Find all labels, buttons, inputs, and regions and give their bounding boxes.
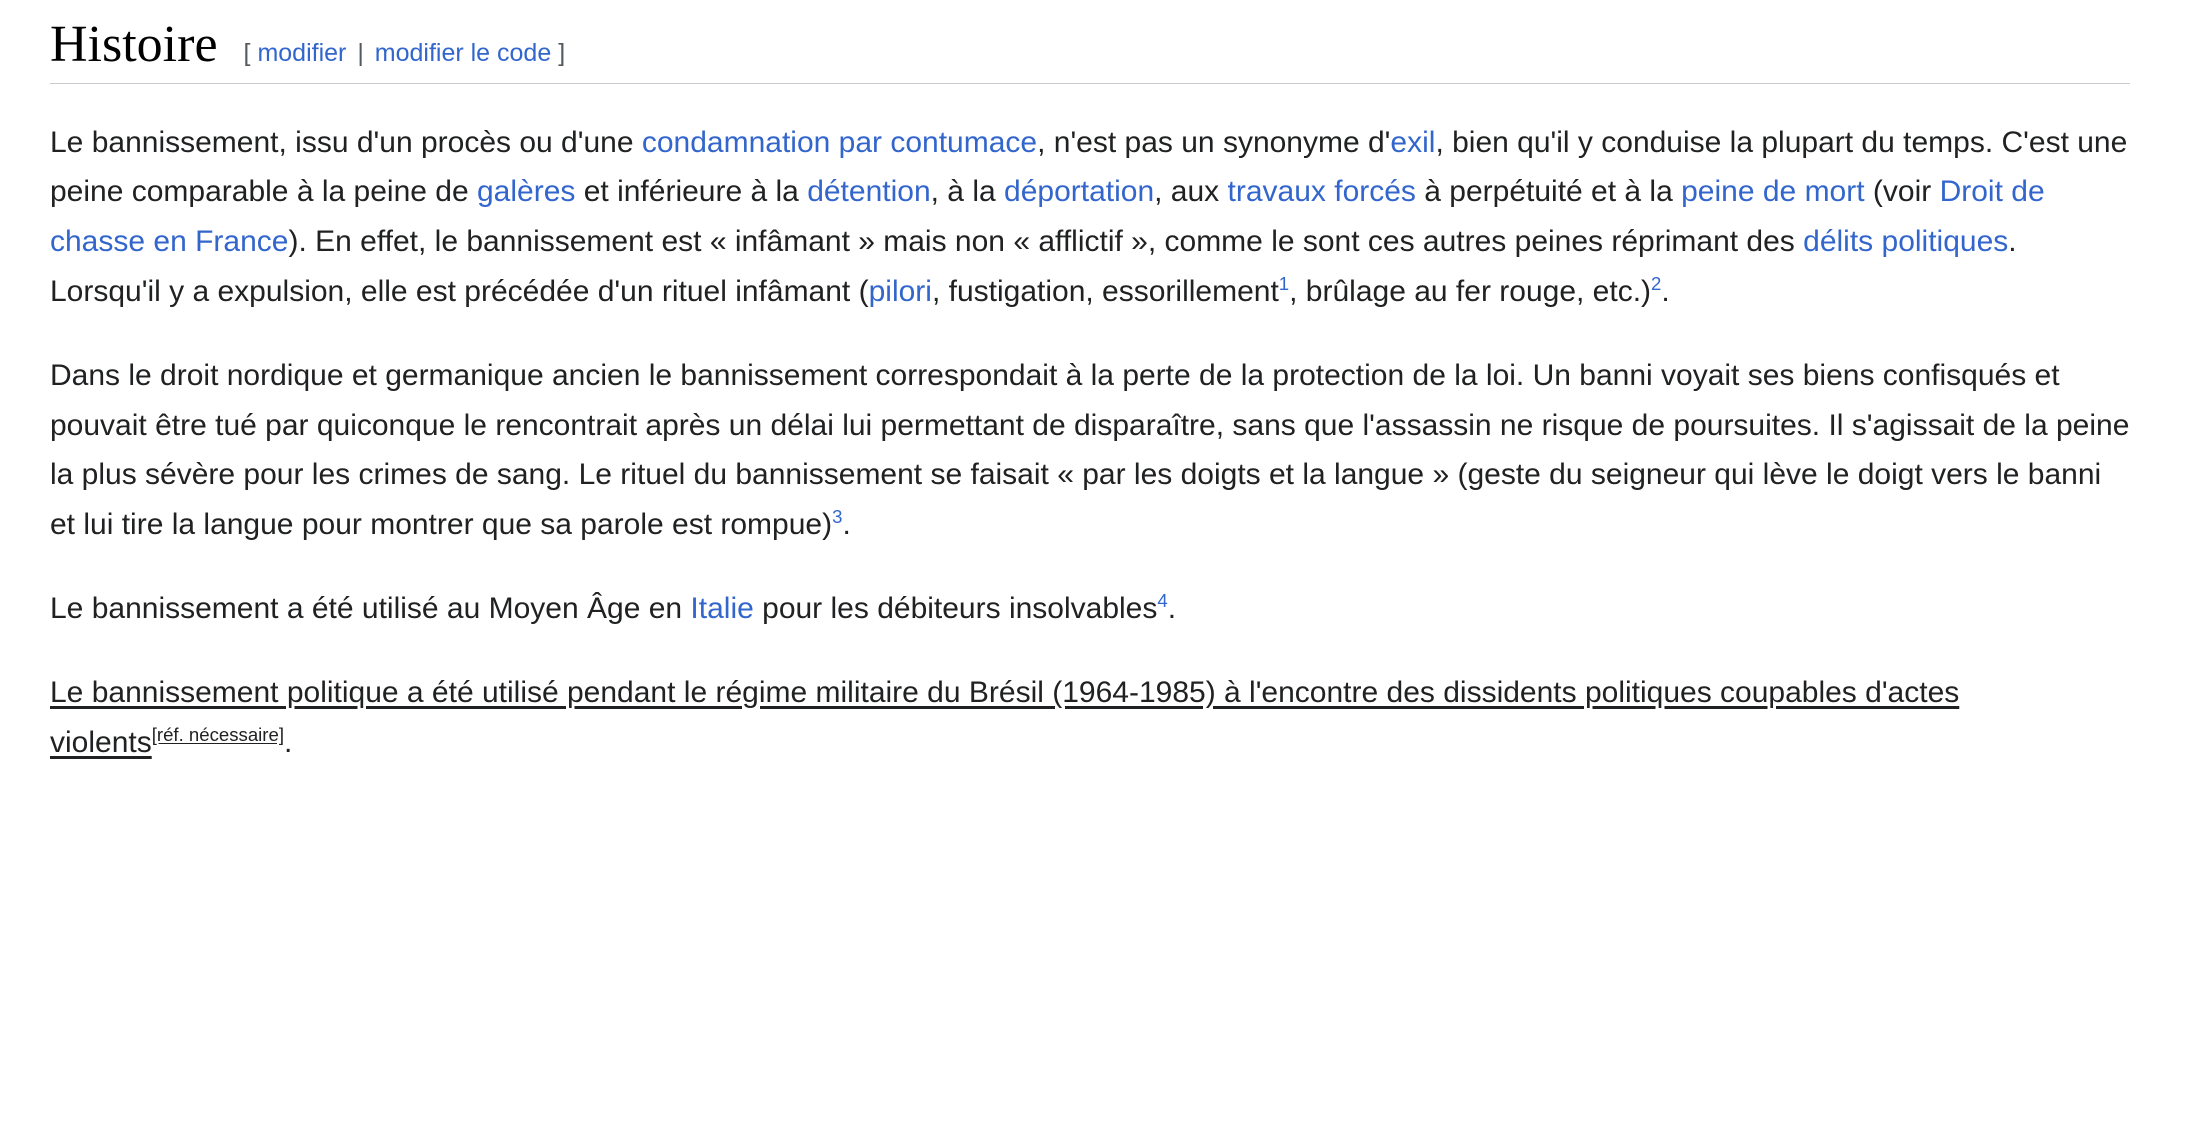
p1-text-9: ). En effet, le bannissement est « infâmant » mais non « afflictif », comme le sont ces autres peines réprimant des — [288, 225, 1804, 259]
paragraph-3 — [50, 584, 2130, 634]
paragraph-1 — [50, 118, 2130, 317]
p1-text-7: à perpétuité et à la — [1415, 175, 1682, 209]
link-peine-de-mort[interactable]: peine de mort — [1681, 175, 1865, 209]
section-edit-links — [244, 39, 566, 68]
p1-text-5: , à la — [930, 175, 1005, 209]
edit-source-link[interactable]: modifier le code — [374, 39, 552, 67]
reference-link-4[interactable]: 4 — [1157, 589, 1168, 611]
reference-link-3[interactable]: 3 — [832, 506, 843, 528]
section-heading-row — [50, 18, 2130, 84]
p1-text-4: et inférieure à la — [575, 175, 808, 209]
link-deportation[interactable]: déportation — [1004, 175, 1155, 209]
citation-needed-link[interactable]: [réf. nécessaire] — [151, 723, 284, 745]
p1-text-8: (voir — [1864, 175, 1940, 209]
edit-links-close-bracket: ] — [558, 39, 566, 67]
p3-text-1: Le bannissement a été utilisé au Moyen Âge en — [50, 591, 691, 625]
link-condamnation-par-contumace[interactable]: condamnation par contumace — [641, 125, 1038, 159]
p1-text-11: , fustigation, essorillement — [931, 274, 1279, 308]
link-exil[interactable]: exil — [1390, 125, 1436, 159]
paragraph-2 — [50, 351, 2130, 550]
link-italie[interactable]: Italie — [690, 591, 754, 625]
paragraph-4 — [50, 668, 2130, 768]
link-travaux-forces[interactable]: travaux forcés — [1227, 175, 1416, 209]
edit-section-link[interactable]: modifier — [257, 39, 347, 67]
p1-text-13: . — [1661, 274, 1670, 308]
p1-text-1: Le bannissement, issu d'un procès ou d'une — [50, 125, 642, 159]
p3-text-3: . — [1167, 591, 1177, 625]
link-detention[interactable]: détention — [807, 175, 931, 209]
p4-text-1: Le bannissement politique a été utilisé pendant le régime militaire du Brésil (1964-1985) à l'encontre des dissidents politiques coupables d'actes violents — [50, 675, 1960, 759]
reference-marker-3[interactable] — [832, 506, 842, 527]
link-delits-politiques[interactable]: délits politiques — [1803, 225, 2009, 259]
link-galeres[interactable]: galères — [476, 175, 576, 209]
p4-text-2: . — [284, 725, 293, 759]
p3-text-2: pour les débiteurs insolvables — [753, 591, 1158, 625]
p1-text-3: , bien qu'il y conduise la plupart du temps. C'est une peine comparable à la peine de — [50, 125, 2128, 209]
edit-links-open-bracket: [ — [243, 39, 251, 67]
reference-link-1[interactable]: 1 — [1278, 272, 1290, 294]
reference-marker-4[interactable] — [1157, 590, 1167, 611]
reference-marker-2[interactable] — [1651, 273, 1661, 294]
p1-text-6: , aux — [1154, 175, 1228, 209]
reference-marker-1[interactable] — [1279, 273, 1289, 294]
p1-text-12: , brûlage au fer rouge, etc.) — [1289, 274, 1652, 308]
reference-link-2[interactable]: 2 — [1651, 272, 1662, 294]
p2-text-1: Dans le droit nordique et germanique ancien le bannissement correspondait à la perte de la protection de la loi. Un banni voyait ses biens confisqués et pouvait être tué par quiconque le rencontrait après un délai lui permettant de disparaître, sans que l'assassin ne risque de poursuites. Il s'agissait de la peine la plus sévère pour les crimes de sang. Le rituel du bannissement se faisait « par les doigts et la langue » (geste du seigneur qui lève le doigt vers le banni et lui tire la langue pour montrer que sa parole est rompue) — [50, 358, 2130, 542]
link-pilori[interactable]: pilori — [868, 274, 932, 308]
edit-links-separator: | — [357, 39, 364, 67]
p1-text-10: . Lorsqu'il y a expulsion, elle est précédée d'un rituel infâmant ( — [50, 225, 2017, 308]
page-title: Histoire — [50, 16, 218, 73]
citation-needed-marker[interactable] — [152, 724, 284, 745]
p2-text-2: . — [842, 508, 851, 542]
link-droit-de-chasse-en-france[interactable]: Droit de chasse en France — [50, 175, 2045, 259]
p1-text-2: , n'est pas un synonyme d' — [1037, 125, 1391, 159]
